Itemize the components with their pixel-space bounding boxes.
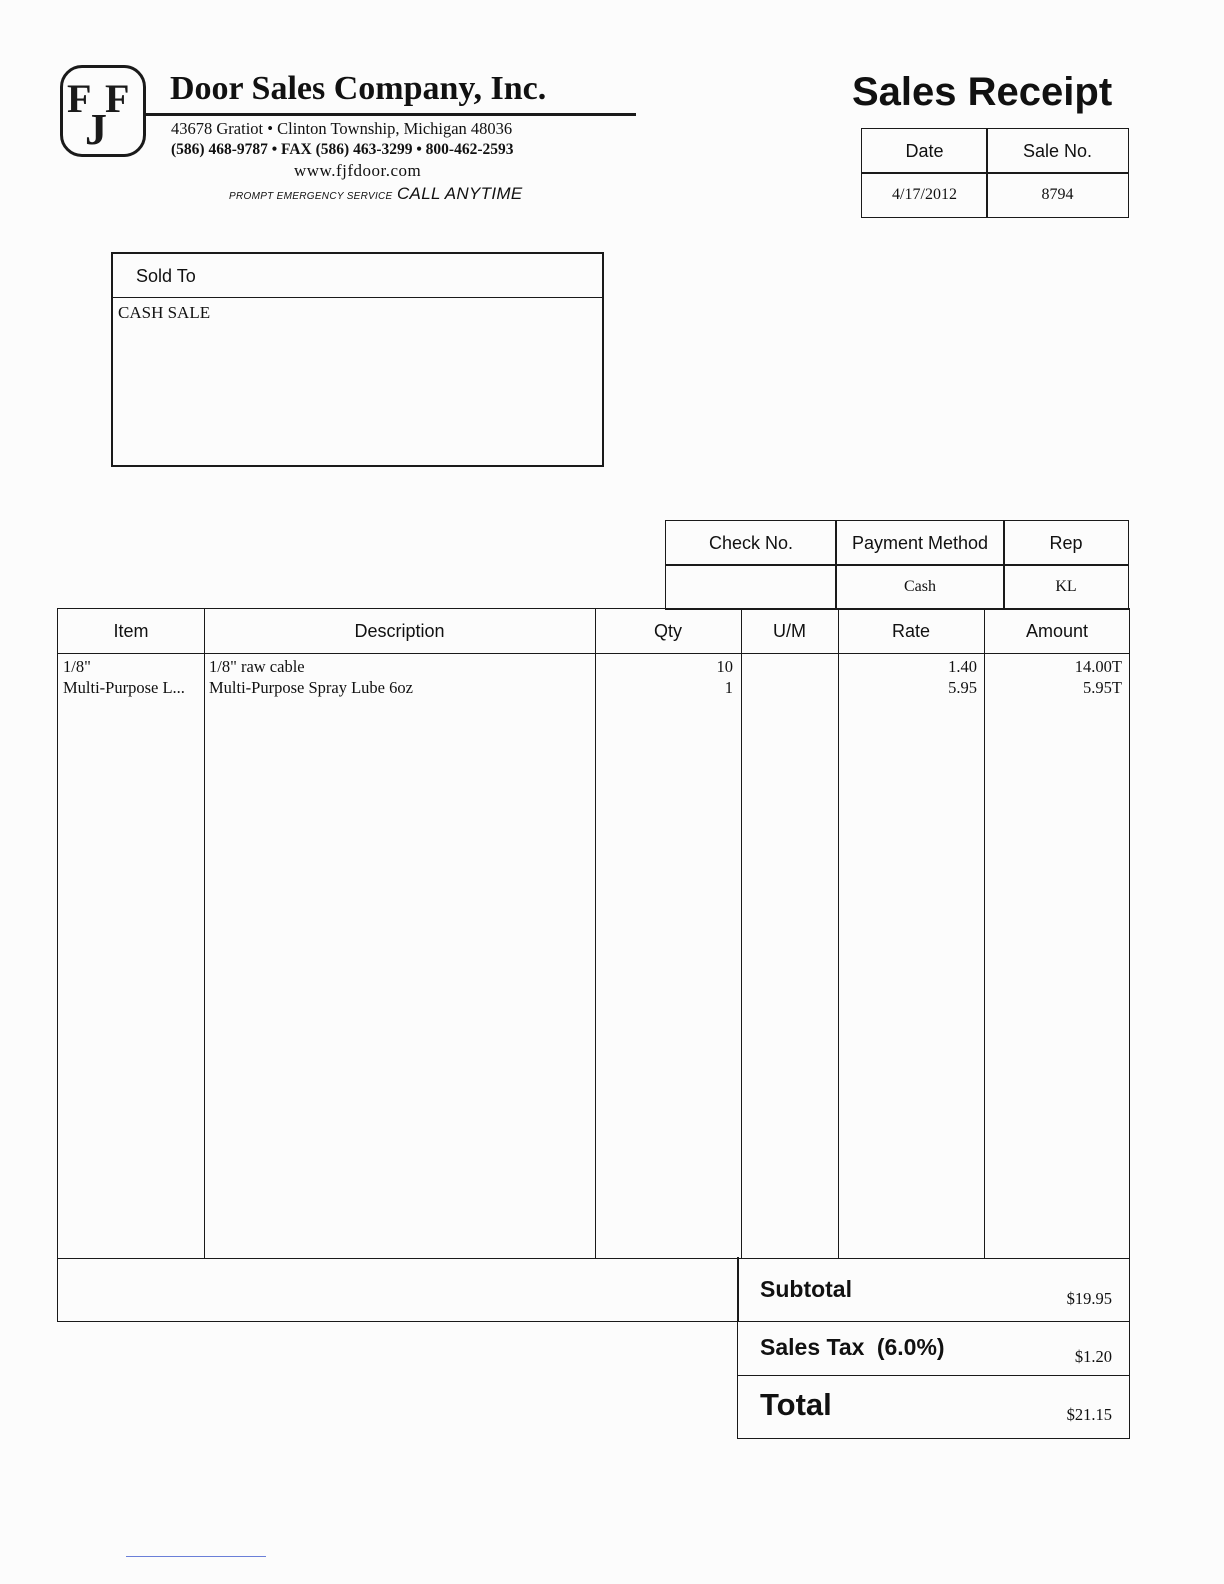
sale-no-value: 8794 (1041, 186, 1074, 203)
row1-rate: 1.40 (948, 657, 977, 676)
sales-tax-rate: (6.0%) (876, 1334, 945, 1360)
company-website: www.fjfdoor.com (294, 161, 422, 180)
row2-rate: 5.95 (948, 678, 977, 697)
fjf-monogram (63, 68, 143, 154)
company-address: 43678 Gratiot • Clinton Township, Michigan 48036 (171, 119, 513, 138)
items-table (57, 608, 1130, 1259)
rep-label: Rep (1049, 532, 1083, 553)
service-tagline (229, 184, 522, 204)
svg-text:F: F (67, 76, 92, 121)
date-value-cell (861, 172, 988, 218)
subtotal-value: $19.95 (1066, 1289, 1112, 1308)
payment-method-value-cell (835, 564, 1005, 610)
header-rate: Rate (891, 620, 931, 641)
company-name: Door Sales Company, Inc. (170, 70, 547, 107)
company-name-rule (146, 113, 636, 116)
date-value: 4/17/2012 (892, 186, 957, 203)
date-header-cell (861, 128, 988, 174)
service-tagline-small: PROMPT EMERGENCY SERVICE (229, 191, 393, 202)
row1-amount: 14.00T (1074, 657, 1122, 676)
scan-mark (126, 1556, 266, 1557)
header-description: Description (354, 620, 445, 641)
row2-description: Multi-Purpose Spray Lube 6oz (209, 678, 413, 697)
sold-to-label: Sold To (136, 266, 196, 286)
sales-tax-value: $1.20 (1074, 1347, 1112, 1366)
row1-description: 1/8" raw cable (209, 657, 305, 676)
rep-header-cell (1003, 520, 1129, 566)
items-header-rule (58, 653, 1129, 654)
total-value: $21.15 (1066, 1405, 1112, 1424)
row2-amount: 5.95T (1083, 678, 1122, 697)
svg-text:F: F (105, 76, 130, 121)
col-divider (838, 609, 839, 1258)
col-divider (204, 609, 205, 1258)
rep-value: KL (1055, 578, 1077, 595)
company-phones: (586) 468-9787 • FAX (586) 463-3299 • 800-462-2593 (171, 141, 514, 158)
payment-method-label: Payment Method (851, 532, 989, 553)
sold-to-box (111, 252, 604, 467)
header-um: U/M (773, 620, 806, 641)
col-divider (741, 609, 742, 1258)
check-no-label: Check No. (708, 532, 794, 553)
totals-rule (738, 1375, 1129, 1376)
company-logo (60, 65, 146, 157)
header-qty: Qty (653, 620, 682, 641)
sold-to-value: CASH SALE (118, 303, 211, 322)
check-no-header-cell (665, 520, 837, 566)
sales-tax-text: Sales Tax (760, 1334, 865, 1360)
sale-no-header-cell (986, 128, 1129, 174)
sales-tax-label (760, 1334, 945, 1361)
row2-item: Multi-Purpose L... (63, 678, 185, 697)
payment-method-value: Cash (904, 578, 936, 595)
service-tagline-big: CALL ANYTIME (396, 184, 523, 203)
svg-text:J: J (85, 105, 107, 154)
subtotal-label: Subtotal (760, 1276, 852, 1302)
row1-item: 1/8" (63, 657, 91, 676)
col-divider (595, 609, 596, 1258)
total-label: Total (760, 1387, 832, 1422)
totals-box (737, 1257, 1130, 1439)
sale-no-label: Sale No. (1022, 140, 1093, 161)
col-divider (984, 609, 985, 1258)
header-item: Item (113, 620, 149, 641)
rep-value-cell (1003, 564, 1129, 610)
payment-method-header-cell (835, 520, 1005, 566)
document-title: Sales Receipt (852, 70, 1113, 114)
sale-no-value-cell (986, 172, 1129, 218)
notes-box (57, 1257, 739, 1322)
totals-rule (738, 1321, 1129, 1322)
header-amount: Amount (1025, 620, 1089, 641)
check-no-value-cell (665, 564, 837, 610)
row1-qty: 10 (716, 657, 733, 676)
date-label: Date (905, 140, 944, 161)
row2-qty: 1 (724, 678, 733, 697)
